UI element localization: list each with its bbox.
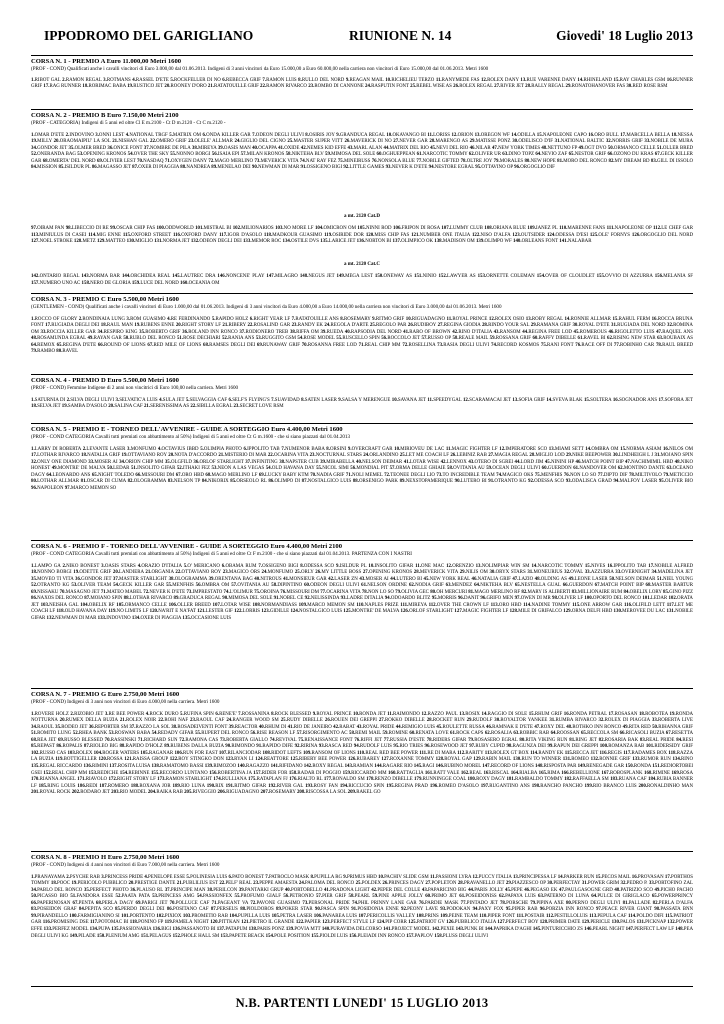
race-title: CORSA N. 7 - PREMIO G Euro 2.750,00 Metri 1600 xyxy=(31,691,180,698)
entries-list-cat-c xyxy=(31,274,693,287)
entries-list-cat-d xyxy=(31,226,693,246)
race-block-6 xyxy=(31,543,693,623)
separator-rule xyxy=(31,423,693,424)
separator-rule xyxy=(31,851,693,852)
race-block-5 xyxy=(31,426,693,492)
race-block-4 xyxy=(31,377,693,411)
category-label: a mt. 2120 Cat.C xyxy=(344,262,380,267)
race-block-3 xyxy=(31,296,693,356)
race-title: CORSA N. 3 - PREMIO C Euro 5.500,00 Metri 1600 xyxy=(31,296,179,303)
entries-list: 142.ONTARIO REGAL 143.NORMA BAR 144.ORCHIDEA REAL 145.LAUTREC DRA 146.NONCENE' PLAY 147.MILAGRO 148.NEGUS JET 149.MEGA LEST 150.ONEWAY AS 151.NINIO 152.LAWYER AS 153.ORNETTE COLEMAN 154.OVER OF CLOUDLET 155.OVVIO DI AZZURRA 156.MELANIA SF 157.NUMERO UNO AC 158.NERO DE GLORIA 159.LUCE DEL NORD 160.OCEANIA OM xyxy=(31,274,694,286)
entries-list: 1.SATURNIA DI 2.SILVA DEGLI ULIVI 3.SELVATIC'A LUIS 4.SULA JET 5.SELVAGGIA CAF 6.SELF'S FLYING'S 7.SUAVIDAD 8.SATEN LASER 9.SALSA Y MERENGUE 10.SAVANA JET 11.SPEEDYGAL 12.SCARAMACAI JET 13.SOFIA GRIF 14.SVEVA BLAK 15.SOLTERA 16.SOGNADOR ANS 17.SOFORA JET 18.SELVA JET 19.SAMBA D'ASOLO 20.SALINA CAF 21.SERENISSIMA AS 22.SIBILLA EGRAL 23.SECRET LOVE RSM xyxy=(31,397,693,410)
separator-rule xyxy=(31,688,693,689)
entries-list: 1.PRANAYAMA 2.PSYCHE RAB 3.PRINCESS PRIDE 4.PENELOPE ESSE 5.POLINESIA LUIS 6.PATO BONEST 7.PATROCLO MASK 8.PUPILLA RG 9.PRIMUS HBD 10.PACHIV SLIDE GSM 11.PASSIONI LYRA 12.PUCCY ITALIA 13.PRINCIPESSA LF 14.PARKER RUN 15.PECOS MAIL 16.PROVASAN 17.PORTHOS TOMMY 18.POOC 19.PERICOLO PUBBLICO 20.PRESTIGE DANTE 21.PUBLILIUS EST 22.PELF' REAL 23.PEPPE AMAESTA 24.PALOMA DEL RONCO 25.POLDEX 26.PRINCES DAGY 27.POPLETON 28.PRAVANELLO JET 29.PIAZZESCO OP 30.PERFECTAY 31.POWER GRIM 32.PEDRO P. 33.PORTOFINO ZAL 34.PABLO DEL RONCO 35.PERFECT PHOTO 36.PLAUSO RL 37.PRINCIPE MAN 38.PERILCON 39.PANTARKI GRUP 40.PORTOBELLO 41.PRADONA LIGHT 42.PEPER DEL COLLE 43.PAPARICINO BIG 44.PARIS JOLLY 45.PEPE 46.PEGASO EK 47.PAULGASOGNE GRD 48.PATRIZIO SCO 49.PICHO PACHO 50.PICASSO BIO 51.FANDORA ESSE 52.PAATA PATA 53.PRINCESS AMG 54.PASSIONFEX 55.PROFUMO GIALF 56.PETRONIO 57.PIER GRIF 58.PEARL 59.PINE APPLE JOLLY 60.PRIMO JET 61.POSEIDONISS 62.PAPAYA LUIS 63.PATERNO DI LUNA 64.PULCE DI GIRIGLACO 65.POWERPRINCY 66.PAPERINOSAN 67.PENTA 68.PERLA DAGY 69.PARIGI JET 70.POLLUCE CAF 71.PAGEANT VA 72.PAVONE GUASIMO 73.PERSONAL PRIDE 74.PHIL PRINNY LANE GAR 76.PARDIE MASK 77.PINTADO JET 78.PORSCHE 79.PIPINA AXE 80.PERNO DEGLI ULIVI 81.PALLADE 82.PERLA D'ALFA 83.POSEIDON GRAF 84.PEPITA SCO 85.PERDO DEGLI DEI 86.POSITANO CAF 87.PERSEUS 88.PIOLDOROS 89.POKER STAR 90.PASCA SPIN 91.POSIDONIA ENNE 92.PEONY LAVE 93.PODOKAN 94.PAXY FOX 95.PIPER RAB 96.PORZIA INN RONCO 97.PEACE RIVER GIANT 98.PASSATA BNN 99.PIRANDELLO 100.FARMIGIANINO SI 101.PORTENTO 102.PIXIOX 103.PROMETIO RAB 104.PUPILLA LUIS 105.PETRA LASER 106.PANAREA LUIS 107.PERICOLLIS VALLEY 108.PRINS 109.PEINE TEAM 110.PIPER FONT 111.POSTAIR 112.PESTILLOLUIS 113.PEPULA CAF 114.POLDO DIFI 115.PATRIOT GAR 116.PROMISING DSE 117.POTOMAC BI 118.PONINO FP 119.PAMELA NIGHT 120.PITTKAN 121.PIETRO IL GRANDE 122.PAPIER 123.PERFECT STYLE LF 124.PIP CORR 125.PATRIOT GV 126.PUBBLICO ITALIA 127.PERFECT BOY 128.PRIMER DATE 129.PERICLE 130.PALOS 131.PICKNAP 132.POWER EFFE 133.PERFEZ MODEL 134.PUPA 135.PASSIONARIA 136.BIGI 136.PASSANOTO BI 137.PATAPUM 138.PARIS PONZ 139.POVIA MTT 140.PURAVIDA DELCORSO 141.PROJECT MODEL 142.PEXIE 143.PUNK BI 144.PAPRIKA D'AGHI 145.PINTURICCHIO ZS 146.PEARL NIGHT 147.PERFECT LAW LF 148.PEA DEGLI ULIVI KG 149.PILADE 150.PLENIUM AMG 151.PELAGUS 152.PHOLE HALL SM 153.PAPETE BEACK 154.POLE POSITION 155.PIOLDI LUIS 156.PLEIADI INN RONCO 157.PAPLOV 158.PLUSS DEGLI ULIVI xyxy=(31,874,694,939)
entries-list: 1.LAMPO GA 2.NIKO BONEST 3.OASIS STARS 4.ORAZIO D'ITALIA 5.O' MERICANO 6.OBAMA RUM 7.OSSIGENO BIGI 8.ODESSA SCO 9.ISILDUR PL 10.INSOLITO GIFAR 11.ONE MAC 12.ORENZIO 13.NOLIMPIAR WIN SM 14.NARCOTIC TOMMY 15.NIVES 16.IPPOLITO TAB 17.NOBILE ALFRED 18.NONNO BORGI 19.ODETTE GRIF 20.LANDIERA 21.ORGANIA 22.OTTAVIANO ROY 23.MAGICO ORS 24.MONFUMO 25.ORLY 26.MY LITTLE BOSS 27.OPENING KRONOS 28.MEVERICK VITA 29.NILIS OM 30.ORYX STARS 31.MONEURIUS 32.OVAL 33.AZZURRA 33.OVERNIGHT 34.MADELINA JET 35.MOVEO TI VITA 36.GONDOR JET 37.MASTER STARLIGHT 38.OLOGRAMMA 39.ORENTANA BAG 40.NITROUS 41.MONSIEUR GAR 42.LASER ZN 43.MOSER AI 44.LUTERO BI 45.NEW YORK REAL 46.NATALIA GRIF 47.LAZIO 48.OLDING AS 49.LEONE LASER 50.NELSON DEIMAR 51.NIEL YOUNG 52.OTRANTO KG 53.OLIVER TEAM 54.GECK KILLER GAR 55.MENFHIS 56.OMBRA OM 57.OVITANIA AU 58.DIPINTINO 60.ODEON DEGLI ULIVI 61.NELSON ORDINE 62.NODIA GRIF 63.MENDEZ 64.NIKTEHA BLV 65.NESTELLA GUAL 66.GUERDON 67.MATCH POINT BIP 68.MASTER BARTUR 69.NISSAKU 70.MASAGNO JET 71.MATEO MABEL 72.NEVER K D'ETE 73.IMPRESTATO 74.L'OLIMUR 75.OROINA 76.MISSOURI DM 77.OCARINA VITA 78.NON LO SO 79.OLIVIA GEC 80.OH MERCURI 81.MAGO MERLINO RF 82.MARY IS ALIBERTI 83.MILLIONAIRE RUM 84.OBELIX LORY 85.GINO PIZZ 86.NAXOS DEL RONCO 87.MOIANO SPIN 88.LOTHAR RIVARCO 89.GRADUCA REGAL 90.MIMOSA DEL SOLE 91.NOBEL CE 92.NELISSINDA 93.LADRE DITALIA 94.ODOARDO BLITZ 95.MORRIS 96.DANIT 96.GRIFO MEN 97.OWEN DI MR 98.OLIVER LF 100.OPORTO DEL RONCO 101.LEDAR 102.ORATA JET 103.NEISHA GAL 104.OBELIX RF 105.ORMANCO CELLE 106.OLLER BREED 107.LOTAR WISE 108.NORMANDIASS 109.MARCO MEMON SM 110.NAPLES PRIZE 111.MIREYA 112.OVER THE CROWN LF 113.ORO HBD 114.NADINE TOMMY 115.ONE ARROW GAR 116.OLIFILD LETT 117.LET ME COACH LF 118.OLD HAVANA DAY 119.NO LIMITS LF 120.NA'RIT E NA'FAT 121.LESTER GIF 122.LORRIS 123.GIDILLE 124.NOSTALGICO LUIS 125.MONTRE' DE MALVA 126.ORLOF STARLIGHT 127.MAGIC FIGHTER LF 128.MILE DI GRIFALCO 129.ORNA DELFI HBD 130.MEROVEE DU LAC 131.NOBILE GIFAR 132.NEWMAN DI MAR 133.INDOVINO 134.OXER DI PIAGGIA 135.OCCASIONE LUIS xyxy=(31,563,694,621)
race-title: CORSA N. 1 - PREMIO A Euro 11.000,00 Metri 1600 xyxy=(31,58,182,65)
race-conditions: (PROF - COND) Femmine Indigene di 2 anni non vincitrici di Euro 100,00 nella carriera. Metri 1600 xyxy=(31,385,239,391)
race-conditions: (PROF - COND) Indigeni di 3 anni non vincitori di Euro 4.000,00 nella carriera. Metri 1600 xyxy=(31,699,220,705)
separator-rule xyxy=(31,55,693,56)
entries-list: 1.ROVERE HOLZ 2.RIZOBIO JET 3.RE BEE POWER 4.ROCK DURO 5.RUFINA SPIN 6.RENE'E' 7.ROSSANINA 8.ROCK BLESSED 9.ROYAL PRINCE 10.RONDA JET 11.RAIMONDO 12.RAZZO PAUL 13.ROSIX 14.RAGGIO DI SOLE 15.RHUM GRIF 16.RONDA PETRAL 17.ROSASAN 18.ROBOTEA 19.RONDA NOTTURNA 20.RUMEX DELLA BUZIA 21.ROLEX NOIR 22.ROHI NAF 23.RAOUL CAF 24.RANGER WOOD SM 25.RUDY DIBELLE 26.ROUEN DEI GREPPI 27.ROKKO DIBELLE 28.ROCKET RUN 29.RUDOLF 30.ROYALTOR YANKEE 31.RUMBA RIVARCO 32.ROLEX DI PIAGGIA 33.ROBERTA LIVE 34.RAOUL 35.RODEO JET 36.REPORTER SM 37.RAZZO LA SOL 38.ROSADEIVENTI FONT 39.REACTOR 40.RHUM DI 41.RIO DE JANEIRO 42.RABAT 43.ROYAL PRIDE 44.REMIGIO LUIS 45.ROULETTE RUSSA 46.RAMNAK E D'ETE 47.ROXY DEL 48.ROTHKO INN RONCO 49.RITA RED 50.RIHANNA GRIF 51.ROMITO LUNG 52.RHEA BANK 53.ROSWAN BABA 54.REDADY GIFAR 55.RUPERT DEL RONCO 56.RISE REASON LF 57.RISORGIMENTO AC 58.REMI MAIL 59.ROMINE 60.RENATA LOVE 61.ROCK CAPS 62.ROSALIA 63.ROBBIC RAB 64.ROOSSAN 65.RECCOLA SM 66.RICASOLI BUZIA 67.RESETTA 68.REA JET 69.RUSSO BLESSED 70.RASSINSKI 71.RICHARD SUN 72.RAMONA CAS 73.ROBERTA GIALLO 74.REVIVAL 75.RENAISSANCE FONT 76.RIFFI JET 77.RUSSIA D'ESTE 78.RIDERS GIFAR 79.ROSASERO EGRAL 80.RITA VIKING RUN 81.RING JET 82.ROSARIA BAK 83.REAL PRIDE 84.RESI 85.REPAST 86.ROPALIS 87.RIOLEO BIG 88.RAPIDO D'HOLZ 89.RUBENS DALLA BUZIA 90.RIMONDO 91.RAPIDO DIFE 92.RIRINA 93.RASCA RED 94.RUDOLF LUIS 95.RIO TRIES 96.ROSEWOOD JET 97.RUBY CUPID 98.RAGUNZA DEI 99.RAPUN DEI GREPPI 100.ROMANZA RAB 101.RIDERSIDY GRIF 102.RUSSO CAS 103.ROLEX 104.ROGER WATERS 105.RAGANAR 106.RUN FOR EAST 107.RILANCIODAR 108.RIDOT LEFTS 109.RANSOM OF LIONS 110.REAL RED BEE POWER 111.RE DI MARA 112.RARITY 113.ROLEX GT BOX 114.RANDY EK 115.RECCA JET 116.REGIS 117.RADAMES BOX 118.RAZZA LA BUZIA 119.BOTTIGELLER 120.ROSSA 121.RAISSA GROUP 122.ROY STINGKO DON 123.RYAN LI 124.REATTORE 125.RIBERY BEE POWER 126.RUBAREY 127.ROXANNE TOMMY 128.ROYAL GAP 129.RABIN MAIL 130.RUN TO WINNER 131.ROMEO 132.RONNIE GRIF 133.RUMOR RUN 134.RINO 135.REGAL RICCARDO 136.RIMINI 137.ROSITA LUISA 138.RAMATOMO BASSI 139.RIMOZOO 140.RAGAZZO 141.RIFIDANO 142.ROXY REGAL 143.RAMIAN 144.RAGARE RIO 145.RAGI 146.RUBINO MOREL 147.RECORD OF LIONS 148.RISPOSTA PAR 149.RENEGADE GAR 150.RONDA 151.REDIORTOBEI GSEI 152.REAL CHIP MM 153.REDICHE 154.REBINNE 155.RECORDO LUNTANO 156.ROBERTINA JA 157.RIDER FOR 158.RADAR DI POGGIO 159.RICCARDO MM 160.RATTAGLIA 161.RATT VALE 162.REAL 163.RISCAL 164.RIALBA 165.RIMA 166.REBELLIONE 167.ROBOSPLANK 168.RIMINE 169.ROSA 170.RIANNA ANGEL 171.RIAVOLO 172.RIGHT STORY LF 173.RAMON STARLIGHT 174.RULLIANA 175.RATAPLAN FJ 176.RIALTO RL 177.RONALDO SM 178.RENZO DIBELLE 179.RUNNINGGE COAL 180.ROXY DAGY 181.RAMBALDO TOMMY 182.RAFFAELLA SM 183.RUANA CAF 184.RUBIA BANNER LF 185.RING LOUIS 186.REDI 187.ROMERO 188.ROXANA JOR 189.RIO LUNA 190.RIX 191.RITMO GIFAR 192.RIVER GAL 193.ROSY FAN 194.RICCUCIO SPIN 195.REGINA PRAD 196.ROMEO D'ASOLO 197.RUGANTINO ANS 198.RANCHO PANCHO 199.RIO BRANCO LUIS 200.RONALDINHO MAN 201.ROYAL ROCK 202.RODARO JET 203.RIO MODEL 204.RAIKA RAB 205.RIVEGGIO 206.RIGUADAGNO 207.ROSEMARY 208.RISCOSSA LA SOL 209.RAKEL GO xyxy=(31,711,694,796)
race-block-8 xyxy=(31,854,693,940)
departure-note: N.B. PARTENTI LUNEDI' 15 LUGLIO 2013 xyxy=(235,996,489,1010)
entries-list: 1.ROCCO OF GLORY 2.RONDINAIA LUNG 3.ROM GUASIMO 4.RE FERDINANDO 5.RAPIDO HOLZ 6.RIGHT YEAR LF 7.RATATOUILLE ANS 8.ROSEMARY 9.RITMO GRIF 10.RIGUADAGNO 11.ROYAL PRINCE 12.ROLEX OSIO 13.ROBY REGAL 14.RONNIE ALLMAR 15.RAHUL FERM 16.ROCCA BRUNA FONT 17.RUGIADA DEGLI DEI 18.RAUL MAN 19.RUBENS ENNE 20.RIGHT STORY LF 21.RIBERY 22.ROSALIND GAR 23.RANDY EK 24.REGOLA D'ARTE 25.REGOLO PAR 26.RUDIBOY 27.REGINA GIODIA 28.RINDO YOUR SAL 29.RAMANA GRIF 30.ROYAL D'ETE 31.RUGIADA DEL NORD 32.ROMINA OM 33.ROCCIA KILLER GAR 34.RESPIRO KING 35.ROBERTO GRIF 36.ROLAND INN RONCO 37.RODIONERO TREB 38.RIFFA OM 39.RUEDA 40.RAPSODIA DEL NORD 41.RARO OF BROWN 42.RINO D'ITALIA 43.RANSOM 44.REGINA FREE LOD 45.ROMEROUS 46.RIGOLETTO LUIS 47.RAQUEL ANS 48.ROSAMUNDA EGRAL 49.RAYAN GAR 50.RUBLO DEL RONCO 51.ROSE DECHIARI 52.RANIA ANS 53.RUGGITO GSM 54.ROSE MODEL 55.RUSCELLO SPIN 56.ROCCOLO JET 57.RUSSO OP 58.REALE MAIL 59.ROSSANA GRIF 60.RAFFY DIBELLE 61.RAVEL BI 62.RISING NEW STAR 63.ROUBAIX AS 64.REMOX 65.REGINA D'ETE 66.ROUND OF LIONS 67.RED MILE OF LIONS 68.RAMSES DEGLI DEI 69.RUNAWAY GRIF 70.ROSANNA FREE LOD 71.REAL CHIP MM 72.ROSELLINA 73.RASIA DEGLI ULIVI 74.RECORD KOSMOS 75.RANI FONT 76.RACE OFF DI 77.ROBINHO CAR 78.RAUL BREED 79.RAMBO 80.RAVEL xyxy=(31,316,694,355)
entries-list: 97.OIRAM PAN 98.LIBECCIO DI RE 99.OSCAR CHIP FAS 100.ODDWORLD 101.MISTRAL BI 102.MILIONARIOS 103.NO MORE LF 104.OMICRON OM 105.NINNI ROD 106.FRIPON DI ROSA 107.LUMMY CLUB 108.ORIANA BLUE 109.IANEZ PL 110.MARENNE FANS 111.NAPOLEONE OP 112.LE CHEF GAR 113.MINIULUS DI CASEI 114.MIG ENNE 115.OXFORD STREET 116.OXFORD DANY 117.IGOR D'ASOLO 118.MADKOUR GUASIMO 119.OSIRIDE DOR 120.MISS CHIP FAS 121.NUMBER ONE ITALIA 122.NISO D'ALFA 123.OUTSIDER 124.ODESSA D'ESI 125.OLE' FORNYS 126.ORGOGLIO DEL NORD 127.NOEL STROKE 128.METZ 129.MATTEO 130.MIGLIO 131.NORMA JET 132.ODEON DEGLI DEI 133.MEMOR ROC 134.OSTILE DVS 135.LARICE JET 136.NORTON BI 137.OLIMPICO OK 138.MADISON OM 139.OLIMPO WF 140.ORLEANS FONT 141.NALABAR xyxy=(31,226,694,245)
venue-title: IPPODROMO DEL GARIGLIANO xyxy=(44,28,254,43)
category-label: a mt. 2120 Cat.D xyxy=(344,214,380,219)
race-conditions: (PROF - COND CATEGORIA Cavalli tutti premiati con abbattimento al 50%) Indigeni di 5 anni ed oltre Ct F m.2100 - che si siano piazzati dal 01.04.2013. PARTENZA CON I NASTRI xyxy=(31,551,412,557)
race-block-7 xyxy=(31,691,693,797)
separator-rule xyxy=(31,540,693,541)
race-block-1 xyxy=(31,58,693,91)
separator-rule xyxy=(31,374,693,375)
race-conditions: (PROF - COND CATEGORIA Cavalli tutti premiati con abbattimento al 50%) Indigeni di 5 anni ed oltre Ct G m.1600 - che si siano piazzati dal 01.04.2013 xyxy=(31,434,351,440)
race-title: CORSA N. 2 - PREMIO B Euro 7.150,00 Metri 2100 xyxy=(31,112,179,119)
meeting-number: RIUNIONE N. 14 xyxy=(349,28,452,43)
race-conditions: (PROF - COND) Indigeni di 4 anni non vincitori di Euro 7.000,00 nella carriera. Metri 1600 xyxy=(31,862,220,868)
entries-list: 1.LARRY DI ROBERTA 2.LEVANTE LASER 3.MONFUMO 4.OCTAVIUS IBBD 5.OLIMPIA PHOTO 6.IPPOLITO TAB 7.NUMENOR BABA 8.ORSINI 9.OVERCRAFT GAR 10.MIRIOVEU DE LAC 11.MAGIC FIGHTER LF 12.IMPERATORE SCO 13.MIAMI SETT 14.OMBRA OM 15.NORMA ASIAM 16.NILOS OM 17.LOTHAR RIVARCO 18.NATALIA GRIF 19.OTTAVIANO ROY 20.NOTA D'ACCORDO 21.MISTERIO DI MAR 22.OCARINA VITA 23.NOCTURNAL STARS 24.ORLANDINO 25.LET ME COACH LF 26.LEBINIZ RAB 27.MAGIA REGAL 28.MIGLIO LOD 29.NIKE BEEPOWER 30.LINDHEIGH L J 31.MOJANO SPIN 32.ONLY ONE DIAMOND 33.MOSER AI 34.ORION CHIP MM 35.OLGFILD 36.ORLOF STARLIGHT 37.INFINITING 38.NAPSTER CUB 39.MIRABELLA 40.NELSON DEIMAR 41.LOTAR WISE 42.LENNOX 43.OTERO DI SGREI 44.LORD JIM 45.NININI HP 46.MATCH POINT BIP 47.NACHIMIMIL HBD 48.NIKO HONEST 49.MONTRE' DE MALVA 50.LEDAR 51.INSOLITO GIFAR 52.ITHAKI FEZ 53.NEON A LAS VEGAS 54.OLD HAVANA DAY 55.NICOL SIMI 56.MONDIAL PIT 57.ORMA DELLE GHIAIE 58.OVITANIA AU 59.OCEAN DEGLI ULIVI 60.GUERDON 61.NANDOVER OM 62.MONTINO DANTE 63.OCEANO DAGY 64.LEONARDO ANS 65.NIGHT TOLEDO 66.MISSOURI DM 67.ORO HBD 68.MAGO MERLINO LF 69.LUCKY BABY KTM 70.NADIA GRIF 71.NOLI MEMEL 72.TEONEE DEGLI LIO 73.TO INCREDIBLE TEAM 74.MAGICO OKS 75.MENFHIS 76.NON LO SO 77.DIPTO DIF 78.MILTIVOLO 79.METICCIO 80.LOTHAR ALLMAR 81.OSCAR DI CUMA 82.OLOGRAMMA 83.NELSON TP 84.NIKORIX 85.ORSEOLO RL 86.OLIMPO DI 87.NOSTALGICO LUIS 88.ORSENIGO PARK 89.NEXSTOPAMERIQUE 90.LUTERO BI 91.OTRANTO KG 92.ODESSA SCO 93.ODALISCA GRAD 94.MALFOY LASER 95.OLIVER BIO 96.NAPOLEON 97.MARCO MEMON SO xyxy=(31,446,694,491)
separator-rule xyxy=(31,986,693,987)
race-title: CORSA N. 6 - PREMIO F - TORNEO DELL'AVVENIRE - GUIDE A SORTEGGIO Euro 4.400,00 Metri 2100 xyxy=(31,543,342,550)
separator-rule xyxy=(31,293,693,294)
race-conditions: (PROF - CATEGORIA) Indigeni di 5 anni ed oltre Cl E m.2100 - Ct D m.2120 - Ct C m.2120 - xyxy=(31,120,226,126)
race-block-2 xyxy=(31,112,693,172)
race-title: CORSA N. 8 - PREMIO H Euro 2.750,00 Metri 1600 xyxy=(31,854,180,861)
race-conditions: (PROF - COND) Qualificati anche i cavalli vincitori di Euro 3.000,00 dal 01.06.2013. Indigeni di 3 anni vincitori da Euro 15.000,00 a Euro 60.000,00 nella carriera non vincitori di Euro 15.000,00 dal 01.06.2013. Metri 1600 xyxy=(31,66,489,72)
entries-list: 1.RIBOT GAL 2.RAMON REGAL 3.ROTMANS 4.RASSEL D'ETE 5.ROCKFELLER DI NO 6.REBECCA GRIF 7.RAMON LUIS 8.RULLO DEL NORD 9.REAGAN MAIL 10.RICHELIEU TERZO 11.RANYMEDE FAS 12.ROLEX DANY 13.RUE VARENNE DANY 14.RHINELAND 15.RAY CHARLES GSM 16.RUNNER GRIF 17.RAG RUNNER 18.RORIMAC BABA 19.RUSTICO JET 20.ROONEY D'ORO 21.RATATOUILLE GRIF 22.RAMON RIVARCO 23.ROMBO DI CANNONE 24.RASPUTIN FONT 25.REBEL WISE AS 26.ROLEX REGAL 27.RIVER JET 28.RALLY REGAL 29.RONATOHANOVER FAS 30.RED ROSE RSM xyxy=(31,77,693,90)
entries-list: 1.OMAR D'ETE 2.INDOVINO 3.ONNI LEST 4.NATIONAL TRGF 5.MATRIX OM 6.ONDA KILLER GAR 7.ODEON DEGLI ULIVI 8.OSIRIS JOY 9.GRANDUCA REGAL 10.OKAVANGO BI 11.LORISS 12.ORION 13.OREGON WF 14.ODILLA 15.NAPOLEONE CAPO 16.ORO BULL 17.MARCELLA BELLA 18.NESSA 19.MILLY 20.ORAOMAIPIU' LA SOL 21.NISHAN GAL 22.OMERO GRIF 23.OLELE' ALLMAR 24.GIGLIO DEL CIGNO 25.MASTER SUPER VITT 26.MAVERICK DI NO 27.NEVER GAR 28.MARENGO AS 29.MATISSE PONZ 30.ODELISCO D'IF 31.NATIONAL BALTIC 32.NORRIS GRIF 33.NOBILE DE MURA 34.GONDOR JET 35.OLMER BRED 36.ONICE FONT 37.NOMBRE DE PILA 38.MIREYA 39.OASIS MAN 40.OCAPPA 41.OXIDE 42.NEMES KID EFFE 43.MARL ALAN 44.MATRIX DEL RIO 45.NEVI DEL RIO 46.NILAR 47.NEW YORK TIMES 48.NETTUNO FP 49.OGT DVO 50.ORMANCO CELLE 51.OLLER BRED 52.ONERANDA BAG 53.OPENING KRONOS 54.OVER THE SKY 55.NONNO BORGI 56.ISAIA EPI 57.MILAN KRONOS 58.NIKTEHA BLV 59.MIMOSA DEL SOLE 60.OGHUEPPEAN 61.NARCOTIC TOMMY 62.OLIVER UR 63.DINO TOPZ 64.NEVIO ZAF 65.NESTOR GRIF 66.OZONO DU KRAS 67.GECK KILLER GAR 68.OMERTA' DEL NORD 69.OLIVIER LEST 70.NASDAQ 71.OXYGEN DANY 72.MAGO MERLINO 73.MEVERICK VITA 74.NAT RAY FEZ 75.MINEIRUSS 76.NONSOLA BLUE 77.NOBILE GIFTED 78.OLTRE JOY 79.MORALES 80.NEW HOPE 81.MORO DEL RONCO 82.MY DREAM BD 83.GILL DI ISSOLO 84.MISSION 85.ISILDUR PL 86.MAGASSO JET 87.OXER DI PIAGGIA 88.NANDREA 89.MENELAO DEI 90.NEWMAN DI MAR 91.OSSIGENO BIGI 92.LITTLE GAMES 93.NEVER K D'ETE 94.NESTORE EGRAL 95.OTTAVINO OP 96.ORGOGLIO DIF xyxy=(31,132,694,171)
separator-rule xyxy=(31,109,693,110)
meeting-date: Giovedi' 18 Luglio 2013 xyxy=(556,28,693,43)
race-conditions: (GENTLEMEN - COND) Qualificati anche i cavalli vincitori di Euro 1.000,00 dal 01.06.2013. Indigeni di 3 anni vincitori da Euro 4.000,00 a Euro 14.000,00 nella carriera non vincitori di Euro 3.000,00 dal 01.06.2013. Metri 1600 xyxy=(31,304,502,310)
page-header xyxy=(31,28,693,48)
race-title: CORSA N. 4 - PREMIO D Euro 5.500,00 Metri 1600 xyxy=(31,377,179,384)
race-title: CORSA N. 5 - PREMIO E - TORNEO DELL'AVVENIRE - GUIDE A SORTEGGIO Euro 4.400,00 Metri 1600 xyxy=(31,426,343,433)
